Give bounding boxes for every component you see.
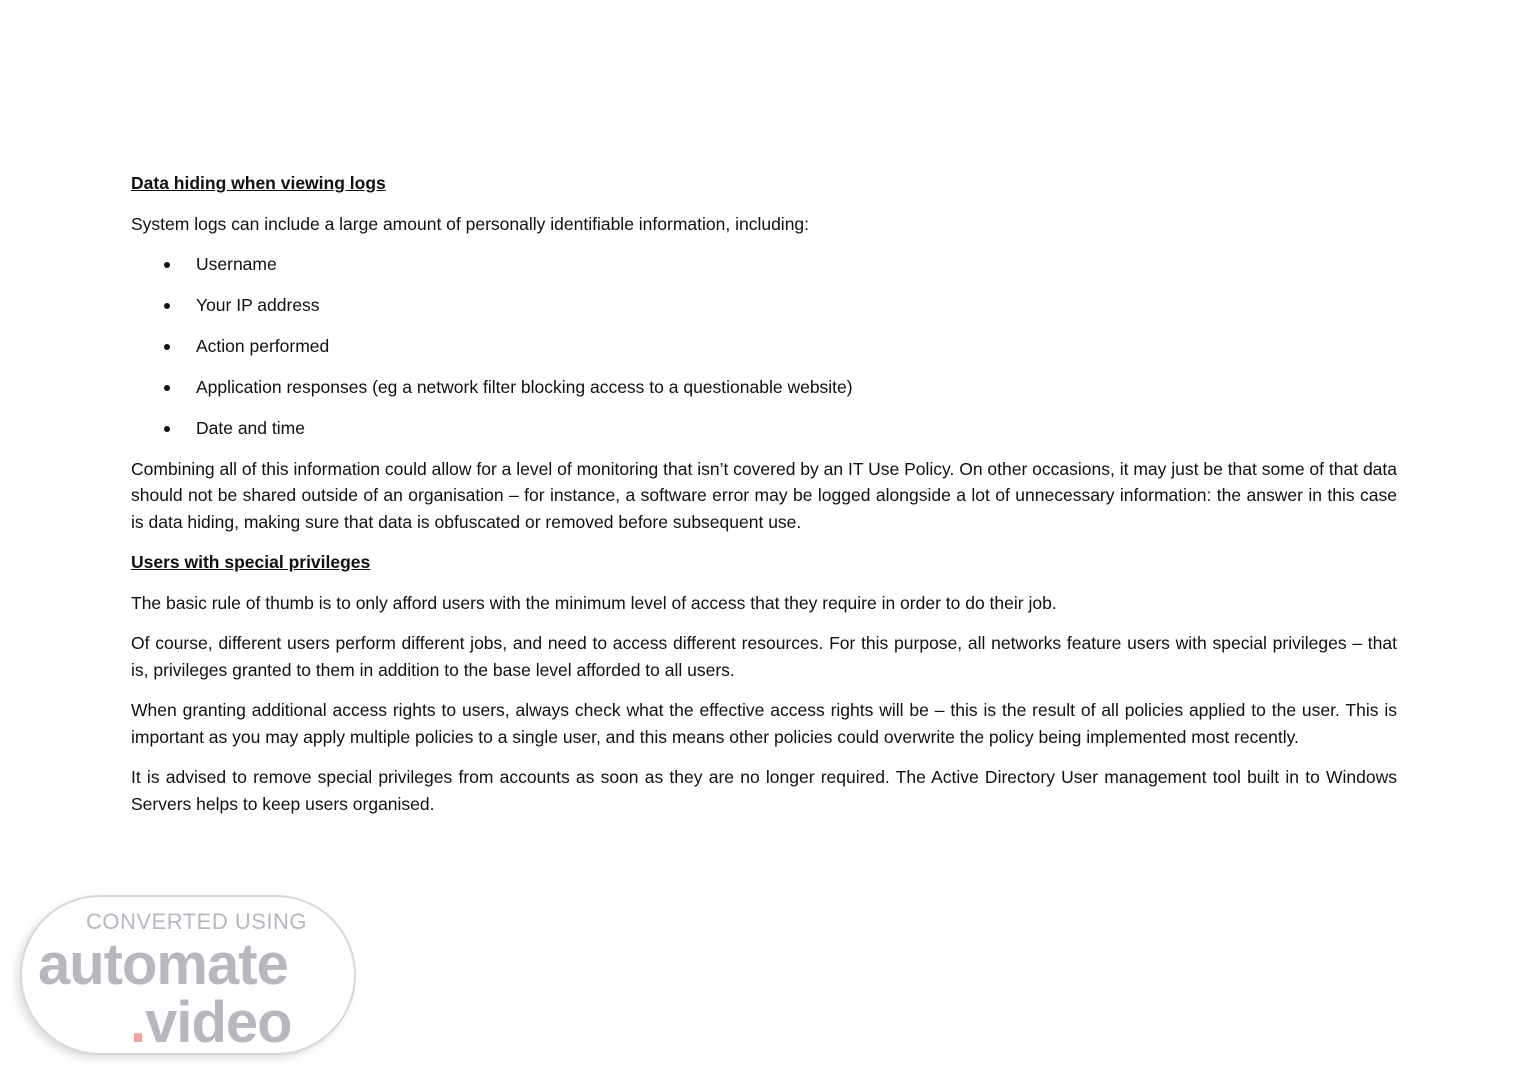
watermark-caption: CONVERTED USING (86, 909, 308, 934)
list-item (131, 333, 1397, 360)
effective-rights-paragraph: When granting additional access rights to users, always check what the effective access rights will be – this is the result of all policies applied to the user. This is important as you may apply multiple policies to a single user, and this means other policies could overwrite the policy being implemented most recently. (131, 700, 1397, 747)
list-item (131, 374, 1397, 401)
list-item-text: Date and time (196, 418, 305, 438)
bullet-icon (164, 344, 170, 350)
list-item-text: Your IP address (196, 295, 320, 315)
list-item-text: Username (196, 254, 277, 274)
list-item (131, 292, 1397, 319)
bullet-icon (164, 385, 170, 391)
list-item (131, 251, 1397, 278)
bullet-icon (164, 262, 170, 268)
watermark-brand-video: video (145, 990, 292, 1055)
document-page (131, 170, 1397, 831)
list-item-text: Application responses (eg a network filter blocking access to a questionable website) (196, 377, 853, 397)
intro-paragraph: System logs can include a large amount of personally identifiable information, including: (131, 213, 810, 234)
section-heading-data-hiding: Data hiding when viewing logs (131, 173, 386, 193)
remove-privileges-paragraph: It is advised to remove special privileges from accounts as soon as they are no longer required. The Active Directory User management tool built in to Windows Servers helps to keep users organised. (131, 767, 1397, 814)
converted-watermark-badge (20, 895, 356, 1055)
rule-of-thumb-paragraph: The basic rule of thumb is to only afford users with the minimum level of access that they require in order to do their job. (131, 592, 1057, 613)
watermark-brand-main: automate (38, 932, 288, 997)
watermark-dot: . (130, 990, 146, 1055)
section-heading-special-privileges: Users with special privileges (131, 552, 371, 572)
bullet-icon (164, 426, 170, 432)
watermark-brand-sub (130, 989, 292, 1056)
bullet-icon (164, 303, 170, 309)
list-item-text: Action performed (196, 336, 330, 356)
list-item (131, 415, 1397, 442)
pii-bullet-list (131, 251, 1397, 442)
data-hiding-paragraph: Combining all of this information could allow for a level of monitoring that isn’t covered by an IT Use Policy. On other occasions, it may just be that some of that data should not be shared outside of an organisation – for instance, a software error may be logged alongside a lot of unnecessary information: the answer in this case is data hiding, making sure that data is obfuscated or removed before subsequent use. (131, 458, 1397, 532)
special-privileges-paragraph: Of course, different users perform different jobs, and need to access different resources. For this purpose, all networks feature users with special privileges – that is, privileges granted to them in addition to the base level afforded to all users. (131, 633, 1397, 680)
